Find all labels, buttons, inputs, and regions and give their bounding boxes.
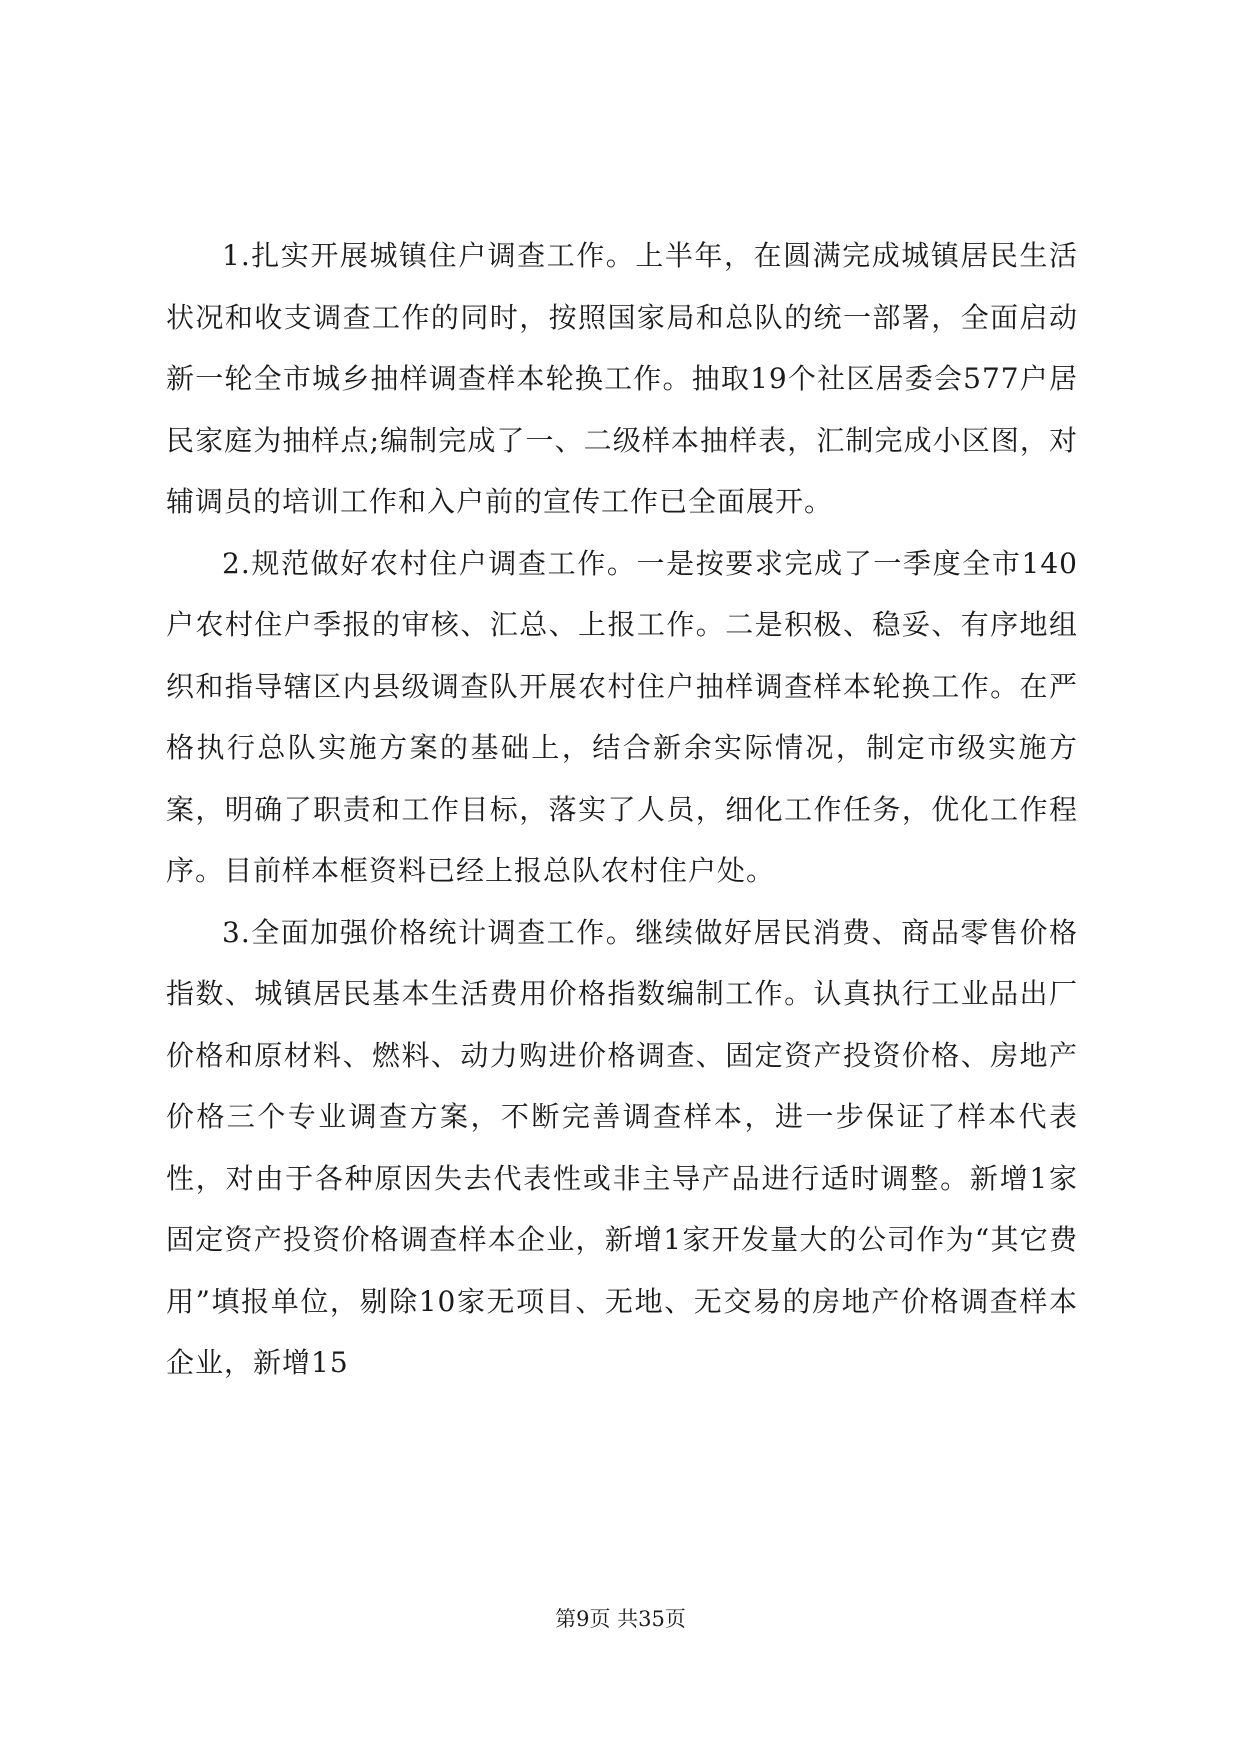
page-number-footer: 第9页 共35页 <box>555 1607 686 1631</box>
paragraph-price-statistics-survey: 3.全面加强价格统计调查工作。继续做好居民消费、商品零售价格指数、城镇居民基本生活费用价格指数编制工作。认真执行工业品出厂价格和原材料、燃料、动力购进价格调查、固定资产投资价格、房地产价格三个专业调查方案，不断完善调查样本，进一步保证了样本代表性，对由于各种原因失去代表性或非主导产品进行适时调整。新增1家固定资产投资价格调查样本企业，新增1家开发量大的公司作为“其它费用”填报单位，剔除10家无项目、无地、无交易的房地产价格调查样本企业，新增15 <box>166 915 1078 1379</box>
document-body <box>166 225 1078 1394</box>
paragraph-rural-household-survey: 2.规范做好农村住户调查工作。一是按要求完成了一季度全市140户农村住户季报的审核、汇总、上报工作。二是积极、稳妥、有序地组织和指导辖区内县级调查队开展农村住户抽样调查样本轮换工作。在严格执行总队实施方案的基础上，结合新余实际情况，制定市级实施方案，明确了职责和工作目标，落实了人员，细化工作任务，优化工作程序。目前样本框资料已经上报总队农村住户处。 <box>166 546 1078 887</box>
paragraph-urban-household-survey: 1.扎实开展城镇住户调查工作。上半年，在圆满完成城镇居民生活状况和收支调查工作的同时，按照国家局和总队的统一部署，全面启动新一轮全市城乡抽样调查样本轮换工作。抽取19个社区居委会577户居民家庭为抽样点;编制完成了一、二级样本抽样表，汇制完成小区图，对辅调员的培训工作和入户前的宣传工作已全面展开。 <box>166 239 1078 518</box>
